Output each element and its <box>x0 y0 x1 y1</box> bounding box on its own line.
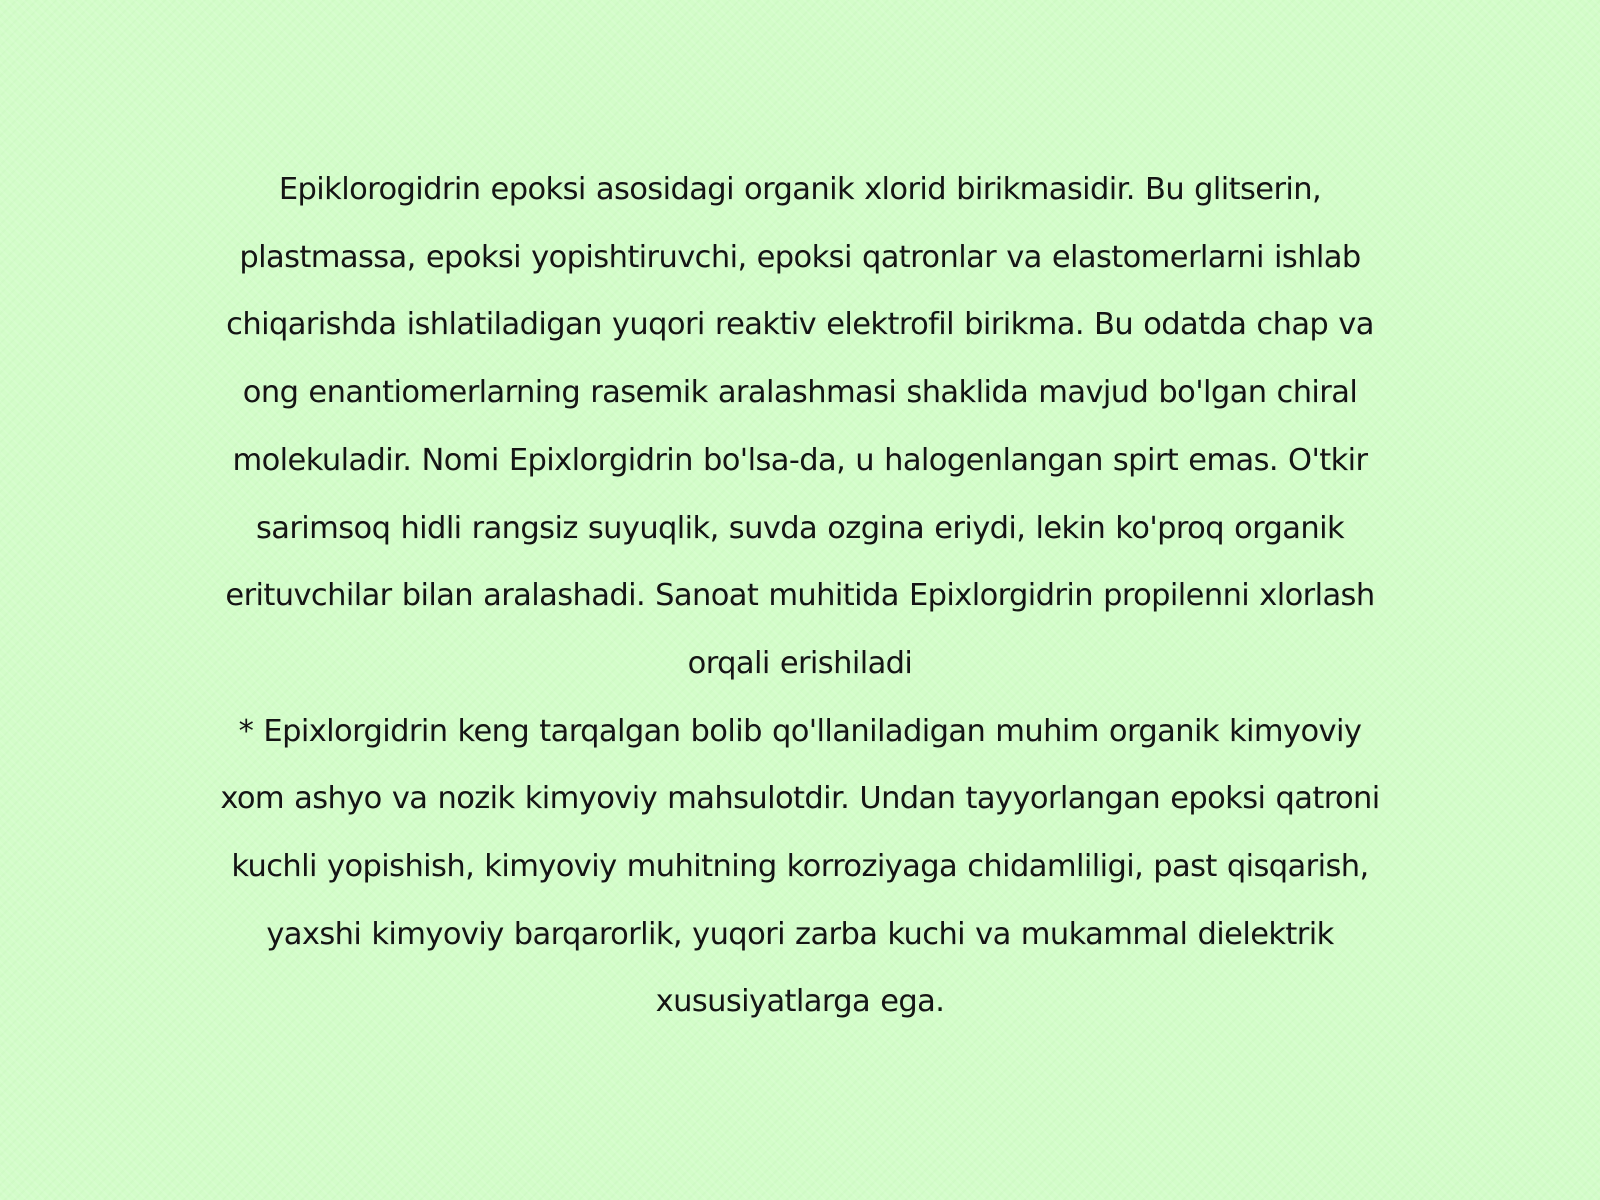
slide-text-block <box>215 156 1385 1036</box>
paragraph-epichlorohydrin-applications: * Epixlorgidrin keng tarqalgan bolib qo'llaniladigan muhim organik kimyoviy xom ashyo va nozik kimyoviy mahsulotdir. Undan tayyorlangan epoksi qatroni kuchli yopishish, kimyoviy muhitning korroziyaga chidamliligi, past qisqarish, yaxshi kimyoviy barqarorlik, yuqori zarba kuchi va mukammal dielektrik xususiyatlarga ega. <box>220 713 1380 1020</box>
paragraph-epichlorohydrin-description: Epiklorogidrin epoksi asosidagi organik xlorid birikmasidir. Bu glitserin, plastmassa, epoksi yopishtiruvchi, epoksi qatronlar va elastomerlarni ishlab chiqarishda ishlatiladigan yuqori reaktiv elektrofil birikma. Bu odatda chap va ong enantiomerlarning rasemik aralashmasi shaklida mavjud bo'lgan chiral molekuladir. Nomi Epixlorgidrin bo'lsa-da, u halogenlangan spirt emas. O'tkir sarimsoq hidli rangsiz suyuqlik, suvda ozgina eriydi, lekin ko'proq organik erituvchilar bilan aralashadi. Sanoat muhitida Epixlorgidrin propilenni xlorlash orqali erishiladi <box>225 172 1375 681</box>
